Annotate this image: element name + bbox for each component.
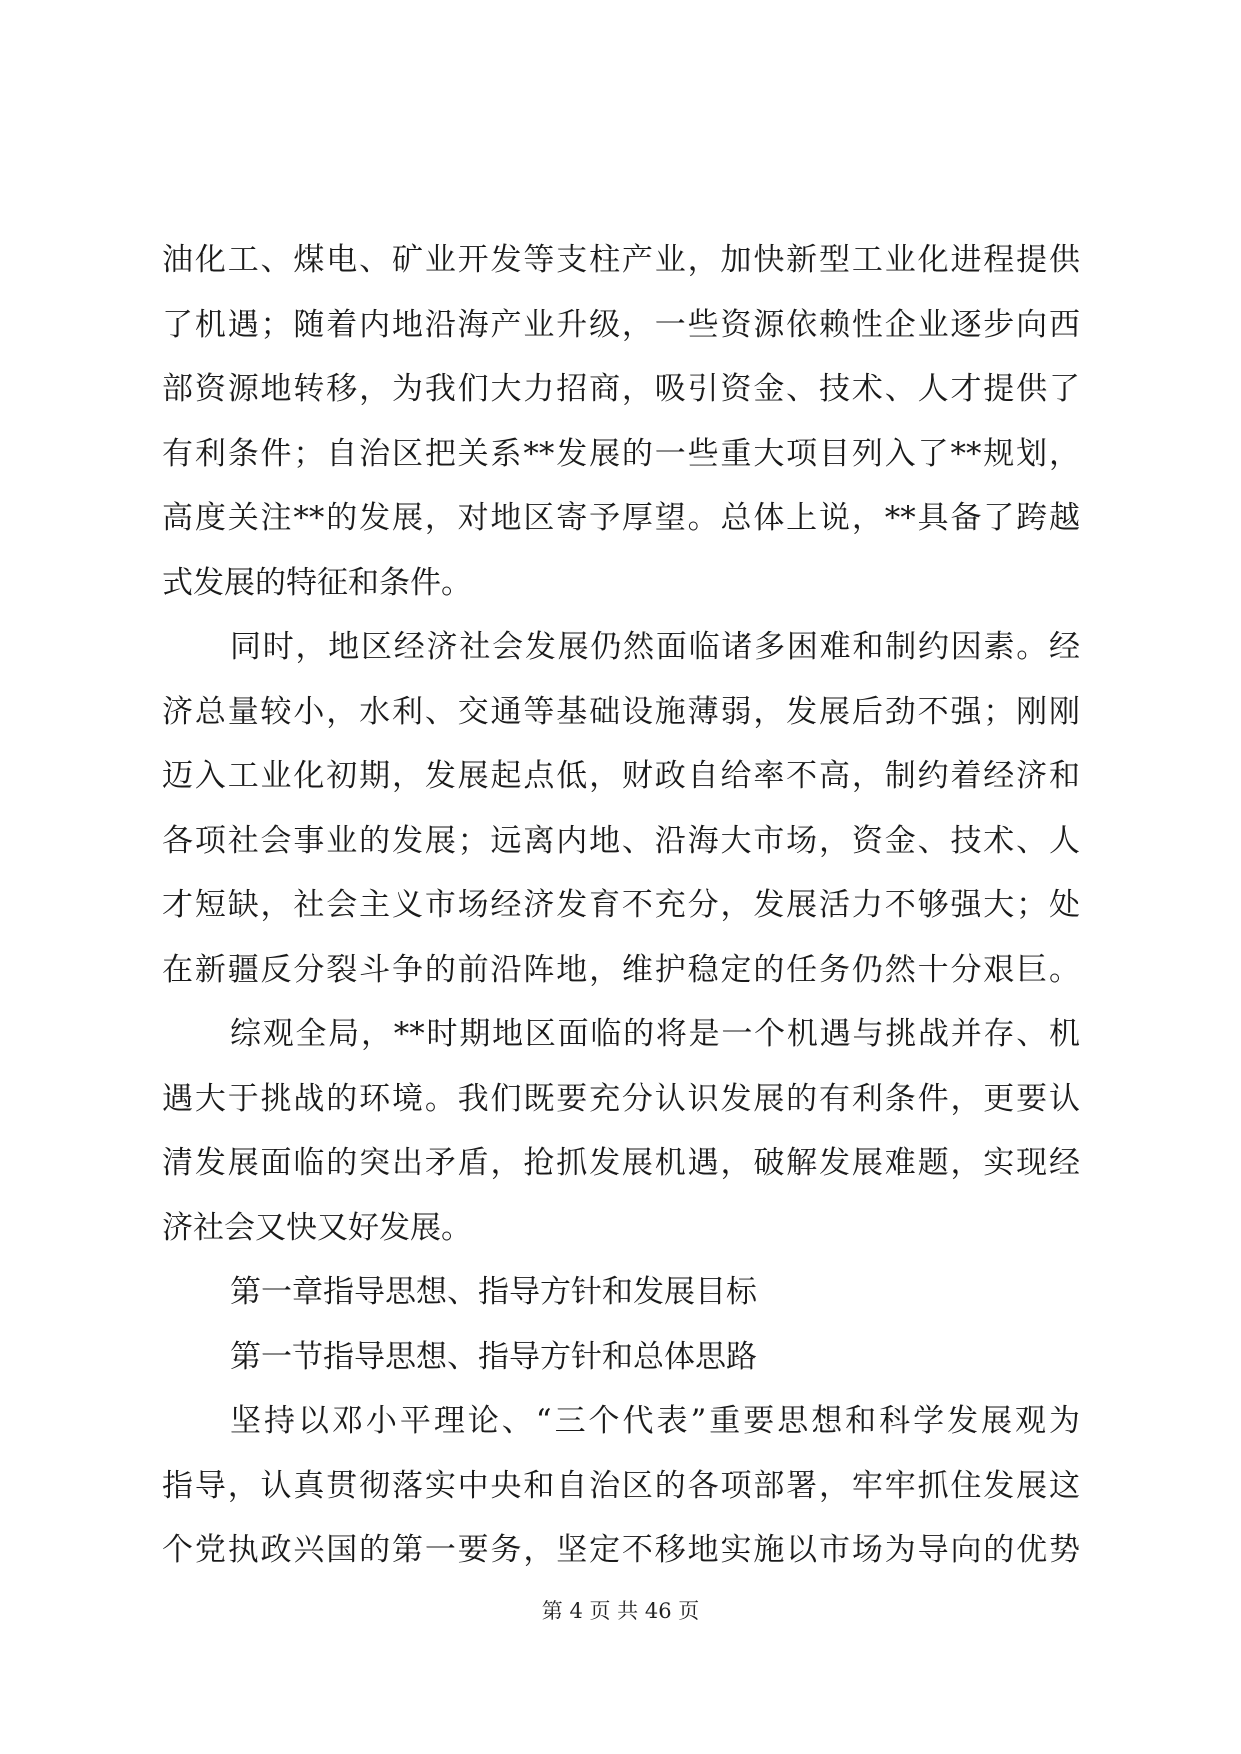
text-line: 济总量较小，水利、交通等基础设施薄弱，发展后劲不强；刚刚 [162,693,1080,730]
paragraph-first-line: 同时，地区经济社会发展仍然面临诸多困难和制约因素。经 [230,629,1080,665]
text-line: 清发展面临的突出矛盾，抢抓发展机遇，破解发展难题，实现经 [162,1145,1080,1181]
text-line: 遇大于挑战的环境。我们既要充分认识发展的有利条件，更要认 [162,1080,1080,1117]
paragraph-first-line: 综观全局，**时期地区面临的将是一个机遇与挑战并存、机 [230,1016,1080,1052]
text-line: 了机遇；随着内地沿海产业升级，一些资源依赖性企业逐步向西 [162,306,1080,343]
text-line: 部资源地转移，为我们大力招商，吸引资金、技术、人才提供了 [162,371,1080,407]
text-line: 济社会又快又好发展。 [162,1209,472,1246]
document-body [162,228,1080,1583]
text-line: 个党执政兴国的第一要务，坚定不移地实施以市场为导向的优势 [162,1532,1080,1568]
paragraph-first-line: 坚持以邓小平理论、“三个代表”重要思想和科学发展观为 [230,1403,1080,1439]
text-line: 才短缺，社会主义市场经济发育不充分，发展活力不够强大；处 [162,887,1080,923]
text-line: 各项社会事业的发展；远离内地、沿海大市场，资金、技术、人 [162,822,1080,859]
text-line: 式发展的特征和条件。 [162,564,472,601]
text-line: 指导，认真贯彻落实中央和自治区的各项部署，牢牢抓住发展这 [162,1467,1080,1504]
text-line: 迈入工业化初期，发展起点低，财政自给率不高，制约着经济和 [162,758,1080,794]
page-number-footer: 第 4 页 共 46 页 [541,1599,700,1623]
text-line: 高度关注**的发展，对地区寄予厚望。总体上说，**具备了跨越 [162,500,1080,536]
chapter-heading: 第一章指导思想、指导方针和发展目标 [230,1274,757,1310]
section-heading: 第一节指导思想、指导方针和总体思路 [230,1338,757,1375]
text-line: 油化工、煤电、矿业开发等支柱产业，加快新型工业化进程提供 [162,242,1080,278]
text-line: 有利条件；自治区把关系**发展的一些重大项目列入了**规划， [162,435,1080,472]
text-line: 在新疆反分裂斗争的前沿阵地，维护稳定的任务仍然十分艰巨。 [162,951,1080,988]
